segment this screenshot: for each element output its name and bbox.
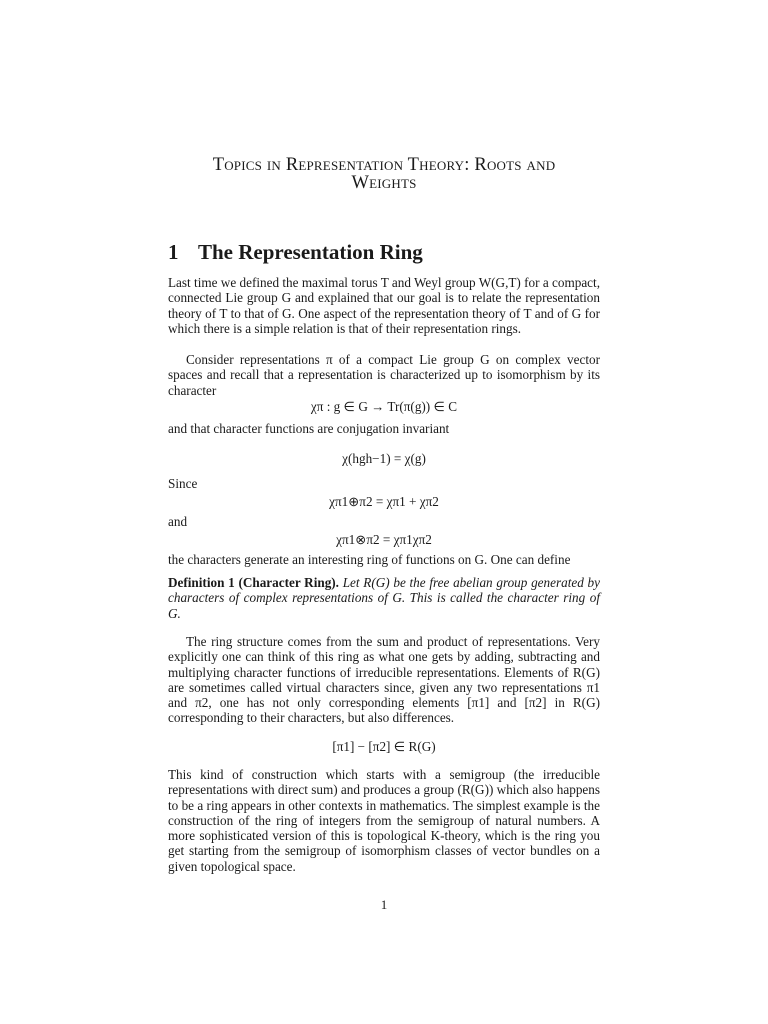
section-heading [168,240,608,264]
title-line-1: Topics in Representation Theory: Roots and [212,155,556,175]
paragraph-representations: Consider representations π of a compact Lie group G on complex vector spaces and recall that a representation is characterized up to isomorphism by its character [168,352,600,398]
equation-tensor-product: χπ1⊗π2 = χπ1χπ2 [336,532,432,547]
paragraph-conjugation: and that character functions are conjugation invariant [168,421,450,436]
paragraph-and: and [168,514,188,529]
definition-label: Definition 1 (Character Ring). [168,575,339,590]
equation-conjugation-invariance: χ(hgh−1) = χ(g) [342,451,426,466]
definition-body: Let R(G) be the free abelian group generated by characters of complex representations of G. This is called the character ring of G. [168,575,600,621]
paragraph-characters-generate: the characters generate an interesting ring of functions on G. One can define [168,552,571,567]
equation-character: χπ : g ∈ G → Tr(π(g)) ∈ C [310,399,458,414]
section-number: 1 [168,240,179,264]
paragraph-since: Since [168,476,198,491]
paragraph-intro: Last time we defined the maximal torus T and Weyl group W(G,T) for a compact, connected Lie group G and explained that our goal is to relate the representation theory of T to that of G. One aspect of the representation theory of T and of G for which there is a simple relation is that of their representation rings. [168,275,600,336]
equation-direct-sum: χπ1⊕π2 = χπ1 + χπ2 [329,494,439,509]
page-number: 1 [380,897,388,912]
definition-character-ring [168,575,600,621]
paragraph-ring-structure: The ring structure comes from the sum and product of representations. Very explicitly one can think of this ring as what one gets by adding, subtracting and multiplying character functions of irreducible representations. Elements of R(G) are sometimes called virtual characters since, given any two representations π1 and π2, one has not only corresponding elements [π1] and [π2] in R(G) corresponding to their characters, but also differences. [168,634,600,726]
title-line-2: Weights [351,173,417,193]
equation-virtual-difference: [π1] − [π2] ∈ R(G) [332,739,436,754]
paper-title [160,156,608,192]
paragraph-construction: This kind of construction which starts with a semigroup (the irreducible representations with direct sum) and produces a group (R(G)) which also happens to be a ring appears in other contexts in mathematics. The simplest example is the construction of the ring of integers from the semigroup of natural numbers. A more sophisticated version of this is topological K-theory, which is the ring you get starting from the semigroup of isomorphism classes of vector bundles on a given topological space. [168,767,600,874]
section-title: The Representation Ring [198,240,423,264]
